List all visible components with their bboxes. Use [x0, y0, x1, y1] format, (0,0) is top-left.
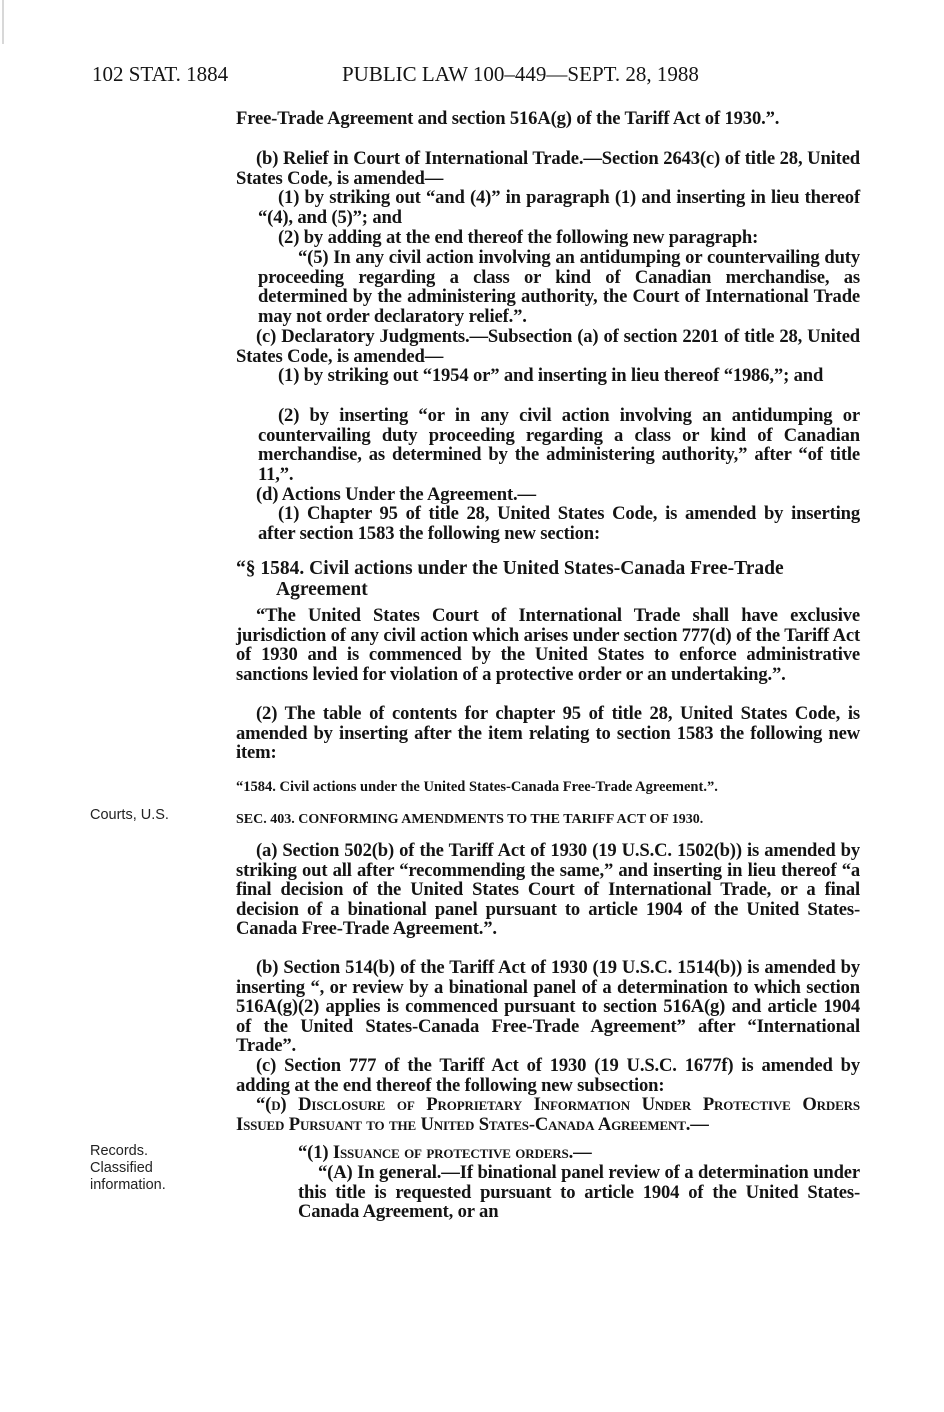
section-403-b: (b) Section 514(b) of the Tariff Act of 1930 (19 U.S.C. 1514(b)) is amended by inserting “, or review by a binational panel of a determination to which section 516A(g)(2) applies is commenced pursuant to section 516A(g) and article 1904 of the United States-Canada Free-Trade Agreement” after “International Trade”.: [236, 957, 860, 1057]
subsection-d-heading: “(d) Disclosure of Proprietary Information Under Protective Orders Issued Pursuant to the United States-Canada Agreement.—: [236, 1094, 860, 1135]
scan-edge-mark: [2, 0, 4, 44]
paragraph-c-declaratory: (c) Declaratory Judgments.—Subsection (a) of section 2201 of title 28, United States Code, is amended—: [236, 326, 860, 367]
section-403-heading: SEC. 403. CONFORMING AMENDMENTS TO THE TARIFF ACT OF 1930.: [236, 812, 704, 827]
paragraph-d-1-A: “(A) In general.—If binational panel review of a determination under this title is requested pursuant to article 1904 of the United States-Canada Agreement, or an: [298, 1162, 860, 1223]
toc-item-1584: “1584. Civil actions under the United States-Canada Free-Trade Agreement.”.: [236, 779, 718, 795]
paragraph-d2: (2) The table of contents for chapter 95 of title 28, United States Code, is amended by inserting after the item relating to section 1583 the following new item:: [236, 703, 860, 764]
paragraph-d1: (1) Chapter 95 of title 28, United States Code, is amended by inserting after section 1583 the following new section:: [258, 503, 860, 544]
section-403-a: (a) Section 502(b) of the Tariff Act of 1930 (19 U.S.C. 1502(b)) is amended by striking out all after “recommending the same,” and inserting in lieu thereof “a final decision of the United States Court of International Trade, or a final decision of a binational panel pursuant to article 1904 of the United States-Canada Free-Trade Agreement.”.: [236, 840, 860, 940]
section-1584-heading: [236, 558, 860, 600]
margin-note-courts: Courts, U.S.: [90, 807, 169, 823]
paragraph-b2: (2) by adding at the end thereof the following new paragraph:: [278, 227, 759, 248]
paragraph-c1: (1) by striking out “1954 or” and inserting in lieu thereof “1986,”; and: [278, 365, 824, 386]
section-1584-heading-text: “§ 1584. Civil actions under the United States-Canada Free-Trade Agreement: [236, 558, 784, 600]
paragraph-continued: Free-Trade Agreement and section 516A(g) of the Tariff Act of 1930.”.: [236, 108, 780, 129]
margin-note-records: Records. Classified information.: [90, 1143, 166, 1193]
statute-page-number: 102 STAT. 1884: [92, 62, 229, 86]
paragraph-b-relief: (b) Relief in Court of International Trade.—Section 2643(c) of title 28, United States Code, is amended—: [236, 148, 860, 189]
paragraph-d-1-heading: “(1) Issuance of protective orders.—: [298, 1142, 592, 1163]
paragraph-b2-5: “(5) In any civil action involving an antidumping or countervailing duty proceeding regarding a class or kind of Canadian merchandise, as determined by the administering authority, the Court of International Trade may not order declaratory relief.”.: [258, 247, 860, 327]
paragraph-c2: (2) by inserting “or in any civil action involving an antidumping or countervailing duty proceeding regarding a class or kind of Canadian merchandise, as determined by the administering authority,” after “of title 11,”.: [258, 405, 860, 485]
paragraph-b1: (1) by striking out “and (4)” in paragraph (1) and inserting in lieu thereof “(4), and (5)”; and: [258, 187, 860, 228]
paragraph-d-actions: (d) Actions Under the Agreement.—: [256, 484, 536, 505]
section-403-c: (c) Section 777 of the Tariff Act of 1930 (19 U.S.C. 1677f) is amended by adding at the end thereof the following new subsection:: [236, 1055, 860, 1096]
section-1584-body: “The United States Court of International Trade shall have exclusive jurisdiction of any civil action which arises under section 777(d) of the Tariff Act of 1930 and is commenced by the United States to enforce administrative sanctions levied for violation of a protective order or an undertaking.”.: [236, 605, 860, 685]
public-law-header: PUBLIC LAW 100–449—SEPT. 28, 1988: [342, 62, 699, 86]
